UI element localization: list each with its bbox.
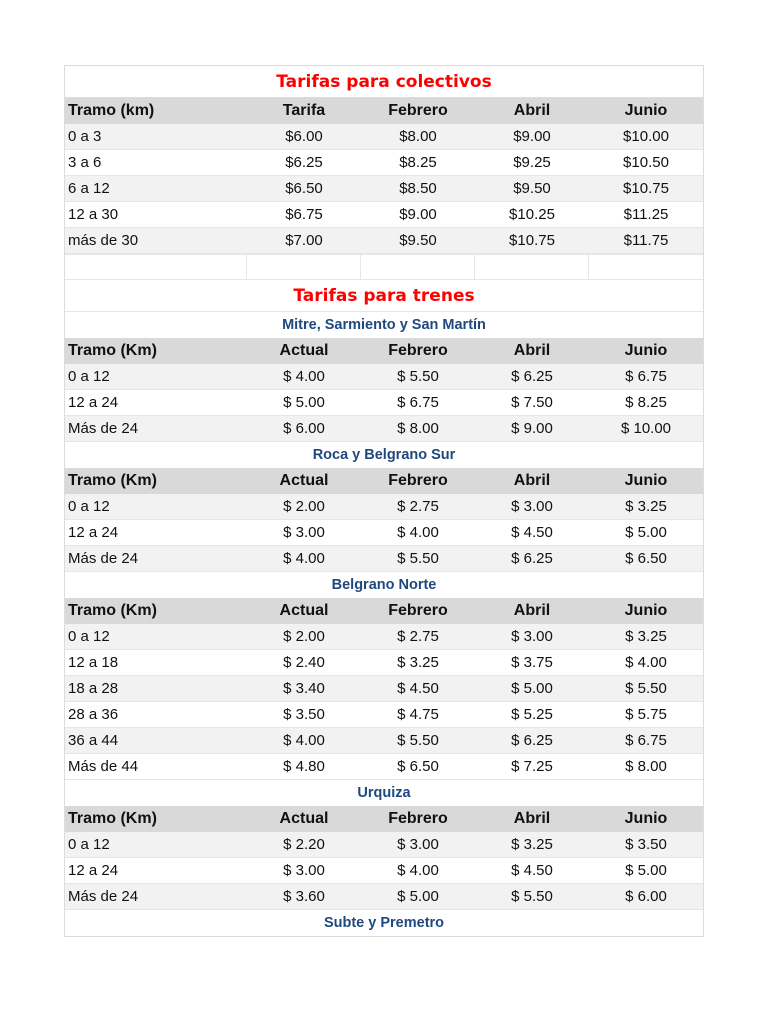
table-cell: $9.00 bbox=[399, 206, 437, 223]
table-cell: Más de 24 bbox=[68, 888, 139, 905]
table-cell: $ 6.00 bbox=[625, 888, 667, 905]
table-cell: 0 a 3 bbox=[68, 128, 102, 145]
table-row bbox=[65, 624, 703, 650]
fare-tables-document bbox=[64, 65, 704, 937]
table-cell: $8.50 bbox=[399, 180, 437, 197]
table-cell: $ 4.00 bbox=[283, 732, 325, 749]
table-cell: Más de 24 bbox=[68, 550, 139, 567]
table-cell: $ 5.50 bbox=[625, 680, 667, 697]
table-cell: Más de 24 bbox=[68, 420, 139, 437]
table-cell: $ 5.00 bbox=[511, 680, 553, 697]
table-cell: $ 2.75 bbox=[397, 498, 439, 515]
table-cell: $ 4.50 bbox=[511, 862, 553, 879]
table-cell: $11.25 bbox=[623, 206, 669, 223]
section-header-row bbox=[65, 468, 703, 494]
table-cell: $ 5.50 bbox=[397, 732, 439, 749]
table-cell: 0 a 12 bbox=[68, 368, 110, 385]
table-cell: $ 3.00 bbox=[511, 498, 553, 515]
table-cell: $6.00 bbox=[285, 128, 323, 145]
column-header: Junio bbox=[624, 342, 668, 359]
table-row bbox=[65, 494, 703, 520]
column-header: Abril bbox=[513, 102, 551, 119]
table-cell: $6.50 bbox=[285, 180, 323, 197]
table-cell: $7.00 bbox=[285, 232, 323, 249]
table-cell: 12 a 30 bbox=[68, 206, 119, 223]
column-header: Febrero bbox=[388, 472, 448, 489]
table-cell: $ 4.50 bbox=[397, 680, 439, 697]
table-row bbox=[65, 728, 703, 754]
section-title: Subte y Premetro bbox=[323, 915, 445, 931]
table-cell: 0 a 12 bbox=[68, 628, 110, 645]
table-cell: $ 3.25 bbox=[625, 498, 667, 515]
trenes-title: Tarifas para trenes bbox=[293, 285, 475, 306]
table-cell: más de 30 bbox=[68, 232, 139, 249]
column-header: Junio bbox=[624, 102, 668, 119]
table-row bbox=[65, 202, 703, 228]
column-header: Junio bbox=[624, 810, 668, 827]
column-header: Junio bbox=[624, 472, 668, 489]
table-cell: $ 5.00 bbox=[397, 888, 439, 905]
table-cell: $ 3.50 bbox=[625, 836, 667, 853]
table-cell: $ 3.25 bbox=[511, 836, 553, 853]
colectivos-title: Tarifas para colectivos bbox=[276, 71, 492, 92]
table-cell: $ 5.00 bbox=[625, 862, 667, 879]
table-cell: $ 6.25 bbox=[511, 368, 553, 385]
table-cell: $10.75 bbox=[509, 232, 555, 249]
column-header: Junio bbox=[624, 602, 668, 619]
table-cell: $ 4.00 bbox=[625, 654, 667, 671]
table-cell: $ 2.00 bbox=[283, 628, 325, 645]
table-cell: $ 2.00 bbox=[283, 498, 325, 515]
colectivos-table bbox=[65, 98, 703, 254]
table-row bbox=[65, 546, 703, 572]
colectivos-header-row bbox=[65, 98, 703, 124]
table-cell: $ 6.50 bbox=[397, 758, 439, 775]
column-header: Tramo (Km) bbox=[68, 472, 157, 489]
table-cell: $ 3.00 bbox=[397, 836, 439, 853]
table-row bbox=[65, 124, 703, 150]
table-cell: $ 7.50 bbox=[511, 394, 553, 411]
section-title: Belgrano Norte bbox=[331, 577, 437, 593]
table-cell: 36 a 44 bbox=[68, 732, 119, 749]
table-cell: $ 3.00 bbox=[283, 862, 325, 879]
table-cell: $9.00 bbox=[513, 128, 551, 145]
section-header-row bbox=[65, 806, 703, 832]
table-row bbox=[65, 832, 703, 858]
table-cell: $8.00 bbox=[399, 128, 437, 145]
table-cell: $ 5.25 bbox=[511, 706, 553, 723]
table-cell: $ 6.25 bbox=[511, 732, 553, 749]
table-cell: $ 3.75 bbox=[511, 654, 553, 671]
table-cell: $ 2.40 bbox=[283, 654, 325, 671]
table-row bbox=[65, 754, 703, 780]
section-title: Urquiza bbox=[357, 785, 411, 801]
colectivos-title-row bbox=[65, 66, 703, 98]
column-header: Tarifa bbox=[282, 102, 326, 119]
spacer-cell bbox=[247, 255, 361, 279]
column-header: Abril bbox=[513, 472, 551, 489]
table-row bbox=[65, 650, 703, 676]
table-cell: $ 5.50 bbox=[511, 888, 553, 905]
column-header: Actual bbox=[279, 602, 329, 619]
table-cell: $ 5.75 bbox=[625, 706, 667, 723]
table-cell: $11.75 bbox=[623, 232, 669, 249]
table-cell: $10.50 bbox=[623, 154, 669, 171]
table-cell: 0 a 12 bbox=[68, 836, 110, 853]
table-cell: $ 4.00 bbox=[397, 862, 439, 879]
table-cell: $ 10.00 bbox=[620, 420, 672, 437]
section-header-row bbox=[65, 598, 703, 624]
section-title: Roca y Belgrano Sur bbox=[312, 447, 456, 463]
table-cell: $ 3.00 bbox=[283, 524, 325, 541]
table-cell: $ 2.20 bbox=[283, 836, 325, 853]
spacer-row bbox=[65, 254, 703, 280]
table-cell: $ 8.00 bbox=[397, 420, 439, 437]
spacer-cell bbox=[475, 255, 589, 279]
column-header: Febrero bbox=[388, 102, 448, 119]
table-cell: $ 2.75 bbox=[397, 628, 439, 645]
table-row bbox=[65, 364, 703, 390]
table-cell: $ 4.50 bbox=[511, 524, 553, 541]
table-row bbox=[65, 858, 703, 884]
section-title: Mitre, Sarmiento y San Martín bbox=[282, 317, 486, 333]
table-cell: $ 4.75 bbox=[397, 706, 439, 723]
table-row bbox=[65, 416, 703, 442]
table-cell: $8.25 bbox=[399, 154, 437, 171]
table-cell: $ 5.50 bbox=[397, 550, 439, 567]
table-cell: 12 a 24 bbox=[68, 862, 119, 879]
table-cell: 28 a 36 bbox=[68, 706, 119, 723]
table-cell: $9.25 bbox=[513, 154, 551, 171]
spacer-cell bbox=[589, 255, 703, 279]
table-cell: $ 5.50 bbox=[397, 368, 439, 385]
table-row bbox=[65, 228, 703, 254]
table-cell: $ 4.80 bbox=[283, 758, 325, 775]
table-row bbox=[65, 676, 703, 702]
table-cell: $ 6.50 bbox=[625, 550, 667, 567]
table-row bbox=[65, 702, 703, 728]
table-cell: $ 6.75 bbox=[625, 368, 667, 385]
table-cell: $ 8.25 bbox=[625, 394, 667, 411]
section-header-row bbox=[65, 338, 703, 364]
table-cell: $9.50 bbox=[399, 232, 437, 249]
table-cell: $ 3.25 bbox=[397, 654, 439, 671]
table-cell: 0 a 12 bbox=[68, 498, 110, 515]
column-header: Actual bbox=[279, 472, 329, 489]
column-header: Tramo (Km) bbox=[68, 342, 157, 359]
table-cell: 12 a 18 bbox=[68, 654, 119, 671]
table-cell: 12 a 24 bbox=[68, 524, 119, 541]
table-row bbox=[65, 176, 703, 202]
table-cell: Más de 44 bbox=[68, 758, 139, 775]
trenes-title-row bbox=[65, 280, 703, 312]
table-cell: $ 6.00 bbox=[283, 420, 325, 437]
table-cell: $ 3.60 bbox=[283, 888, 325, 905]
column-header: Tramo (Km) bbox=[68, 810, 157, 827]
table-cell: $ 7.25 bbox=[511, 758, 553, 775]
column-header: Abril bbox=[513, 602, 551, 619]
column-header: Febrero bbox=[388, 602, 448, 619]
column-header: Tramo (Km) bbox=[68, 602, 157, 619]
spacer-cell bbox=[65, 255, 247, 279]
spacer-cell bbox=[361, 255, 475, 279]
column-header: Abril bbox=[513, 342, 551, 359]
table-cell: 3 a 6 bbox=[68, 154, 102, 171]
table-cell: $10.00 bbox=[623, 128, 669, 145]
trenes-sections bbox=[65, 312, 703, 936]
table-cell: 12 a 24 bbox=[68, 394, 119, 411]
table-cell: $6.75 bbox=[285, 206, 323, 223]
table-cell: $10.75 bbox=[623, 180, 669, 197]
table-cell: $ 6.75 bbox=[625, 732, 667, 749]
column-header: Actual bbox=[279, 810, 329, 827]
table-row bbox=[65, 390, 703, 416]
table-cell: $ 5.00 bbox=[283, 394, 325, 411]
table-cell: $ 4.00 bbox=[397, 524, 439, 541]
table-row bbox=[65, 150, 703, 176]
table-cell: $9.50 bbox=[513, 180, 551, 197]
table-cell: $ 9.00 bbox=[511, 420, 553, 437]
column-header: Abril bbox=[513, 810, 551, 827]
table-cell: $ 3.00 bbox=[511, 628, 553, 645]
table-cell: $ 3.50 bbox=[283, 706, 325, 723]
table-cell: 18 a 28 bbox=[68, 680, 119, 697]
table-row bbox=[65, 520, 703, 546]
column-header: Actual bbox=[279, 342, 329, 359]
table-cell: $ 6.75 bbox=[397, 394, 439, 411]
table-cell: $ 4.00 bbox=[283, 550, 325, 567]
column-header: Febrero bbox=[388, 810, 448, 827]
table-cell: $ 3.40 bbox=[283, 680, 325, 697]
table-cell: $ 8.00 bbox=[625, 758, 667, 775]
table-cell: $10.25 bbox=[509, 206, 555, 223]
table-row bbox=[65, 884, 703, 910]
column-header: Tramo (km) bbox=[68, 102, 155, 119]
table-cell: 6 a 12 bbox=[68, 180, 110, 197]
table-cell: $ 6.25 bbox=[511, 550, 553, 567]
table-cell: $ 4.00 bbox=[283, 368, 325, 385]
column-header: Febrero bbox=[388, 342, 448, 359]
table-cell: $ 5.00 bbox=[625, 524, 667, 541]
table-cell: $6.25 bbox=[285, 154, 323, 171]
table-cell: $ 3.25 bbox=[625, 628, 667, 645]
